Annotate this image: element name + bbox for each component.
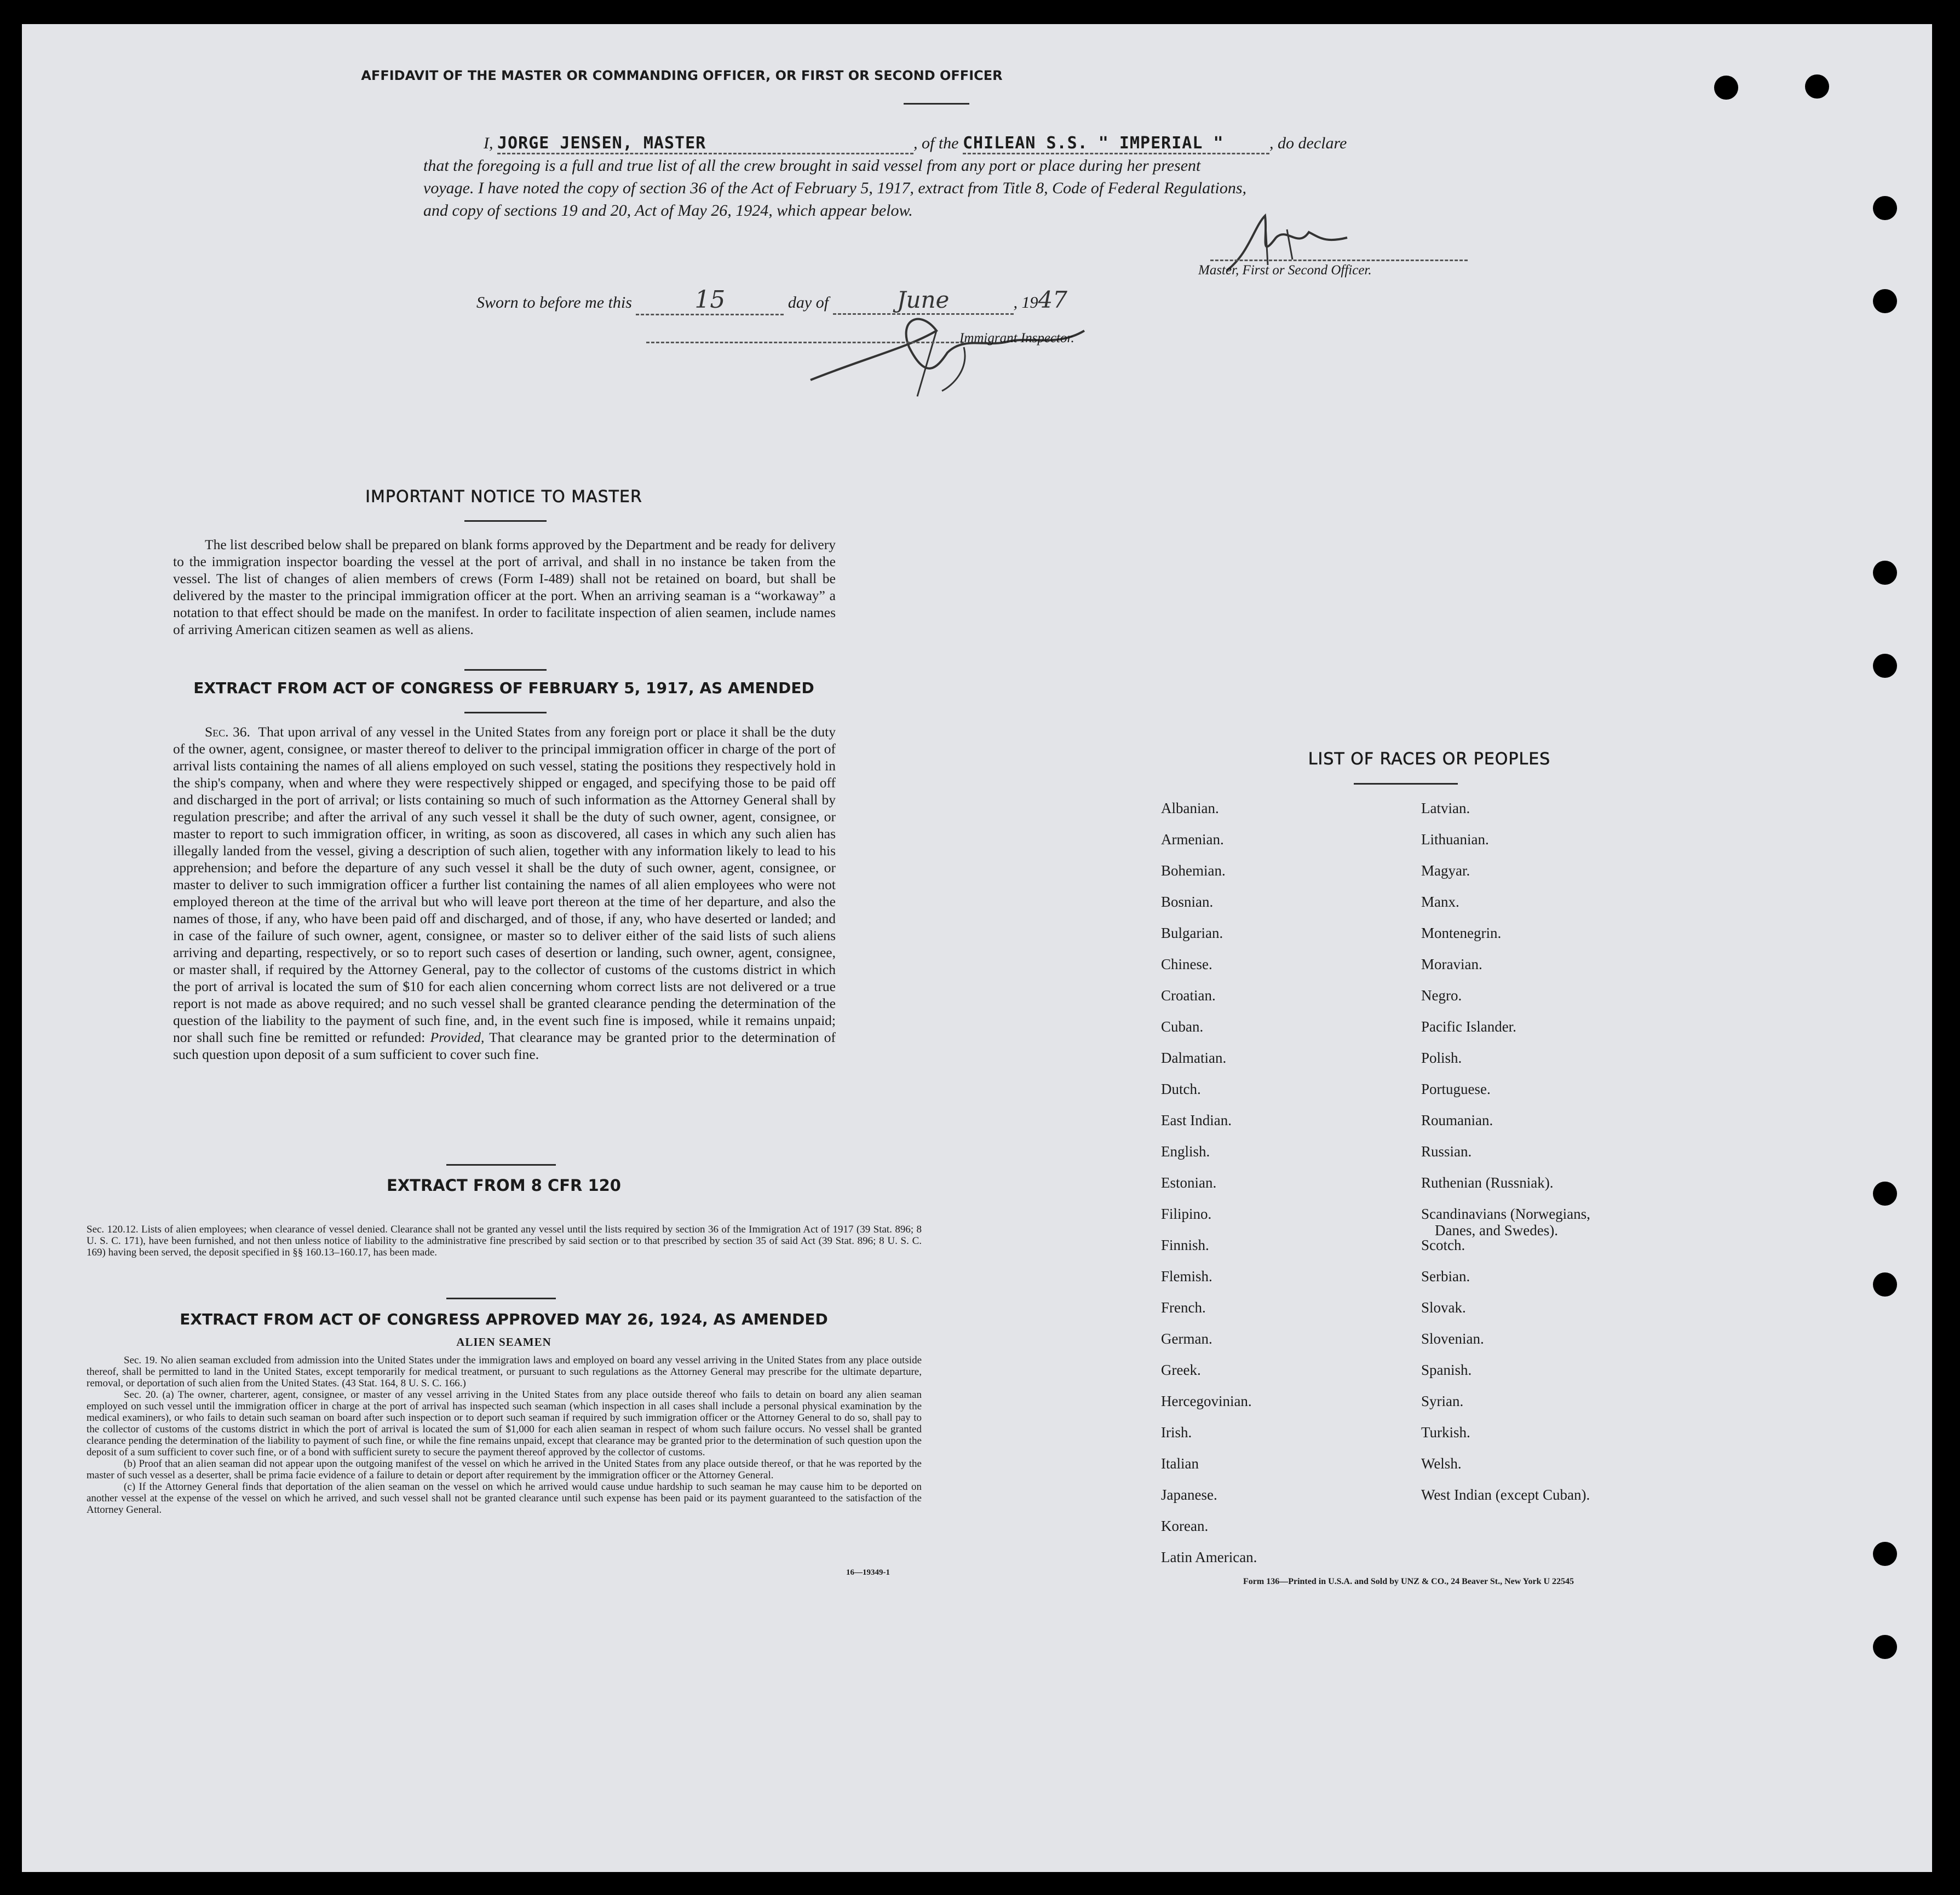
race-item: Filipino. — [1161, 1206, 1212, 1222]
race-item: Latin American. — [1161, 1549, 1257, 1565]
race-item: Pacific Islander. — [1421, 1018, 1516, 1035]
race-item: Negro. — [1421, 987, 1462, 1004]
race-item: Welsh. — [1421, 1455, 1462, 1472]
binder-hole — [1873, 1182, 1897, 1206]
races-rule — [1354, 783, 1458, 785]
declaration-line — [484, 134, 1347, 154]
binder-hole — [1873, 561, 1897, 585]
race-item: Serbian. — [1421, 1268, 1470, 1285]
declaration-of-the: , of the — [913, 134, 959, 152]
form-imprint: Form 136—Printed in U.S.A. and Sold by UNZ & CO., 24 Beaver St., New York U 22545 — [1243, 1577, 1574, 1586]
vessel-field: CHILEAN S.S. " IMPERIAL " — [963, 134, 1269, 154]
race-item: Slovenian. — [1421, 1330, 1484, 1347]
race-item: East Indian. — [1161, 1112, 1232, 1128]
race-item: Montenegrin. — [1421, 925, 1502, 941]
race-item: Bulgarian. — [1161, 925, 1223, 941]
declaration-line-3: voyage. I have noted the copy of section 36 of the Act of February 5, 1917, extract from Title 8, Code of Federal Regulations, — [423, 179, 1247, 197]
race-item: Bohemian. — [1161, 862, 1226, 879]
race-item: Italian — [1161, 1455, 1199, 1472]
race-item: French. — [1161, 1299, 1206, 1316]
section-36-body-end: That clearance may be granted prior to the determination of such question upon deposit of a sum sufficient to cover such fine. — [173, 1029, 836, 1062]
race-item: Flemish. — [1161, 1268, 1212, 1285]
race-item: Slovak. — [1421, 1299, 1466, 1316]
race-item: Magyar. — [1421, 862, 1470, 879]
section-20b-text: (b) Proof that an alien seaman did not appear upon the outgoing manifest of the vessel on which he arrived in the United States from any place outside thereof, or that he was reported by the master of such vessel as a deserter, shall be prima facie evidence of a failure to detain or deport after requirement by the immigration officer or the Attorney General. — [87, 1458, 922, 1481]
cfr-end-rule — [446, 1298, 556, 1299]
sworn-month-field: June — [833, 286, 1014, 315]
race-item: Moravian. — [1421, 956, 1482, 972]
race-item: Dutch. — [1161, 1081, 1201, 1097]
inspector-signature-line — [646, 342, 964, 343]
race-item: German. — [1161, 1330, 1212, 1347]
declaration-line-2: that the foregoing is a full and true list of all the crew brought in said vessel from any port or place during her present — [423, 157, 1201, 175]
binder-hole — [1873, 1542, 1897, 1566]
races-title: LIST OF RACES OR PEOPLES — [1308, 750, 1551, 769]
declaration-i: I, — [484, 134, 493, 152]
inspector-caption: Immigrant Inspector. — [959, 331, 1074, 345]
race-item: English. — [1161, 1143, 1210, 1160]
master-name-field: JORGE JENSEN, MASTER — [497, 134, 913, 154]
extract-cfr-title: EXTRACT FROM 8 CFR 120 — [387, 1176, 621, 1195]
race-item: Albanian. — [1161, 800, 1219, 816]
section-36-body: That upon arrival of any vessel in the United States from any foreign port or place it shall be the duty of the owner, agent, consignee, or master thereof to deliver to the principal immigration officer in charge of the port of arrival lists containing the names of all aliens employed on such vessel, stating the positions they respectively hold in the ship's company, when and where they were respectively shipped or engaged, and specifying those to be paid off and discharged in the port of arrival; or lists containing so much of such information as the Attorney General shall by regulation prescribe; and after the arrival of any such vessel it shall be the duty of such owner, agent, consignee, or master to report to such immigration officer, in writing, as soon as discovered, all cases in which any such alien has illegally landed from the vessel, giving a description of such alien, together with any information likely to lead to his apprehension; and before the departure of any such vessel it shall be the duty of such owner, agent, consignee, or master to deliver to such immigration officer a further list containing the names of all alien employees who were not employed thereon at the time of the arrival but who will leave port thereon at the time of her departure, and also the names of those, if any, who have been paid off and discharged, and of those, if any, who have deserted or landed; and in case of the failure of such owner, agent, consignee, or master so to deliver either of the said lists of such aliens arriving and departing, respectively, or so to report such cases of desertion or landing, such owner, agent, consignee, or master shall, if required by the Attorney General, pay to the collector of customs of the customs district in which the port of arrival is located the sum of $10 for each alien concerning whom correct lists are not delivered or a true report is not made as above required; and no such vessel shall be granted clearance pending the determination of the question of the liability to the payment of such fine, and, in the event such fine is imposed, while it remains unpaid; nor shall such fine be remitted or refunded: — [173, 724, 836, 1045]
sworn-label: Sworn to before me this — [476, 293, 632, 312]
binder-hole — [1873, 1272, 1897, 1297]
section-36-provided: Provided, — [430, 1029, 485, 1045]
race-item: Latvian. — [1421, 800, 1470, 816]
race-item: Hercegovinian. — [1161, 1393, 1252, 1409]
race-item: Irish. — [1161, 1424, 1192, 1441]
binder-hole — [1873, 289, 1897, 313]
notice-body: The list described below shall be prepared on blank forms approved by the Department and be ready for delivery to the immigration inspector boarding the vessel at the port of arrival, and shall in no instance be taken from the vessel. The list of changes of alien members of crews (Form I-489) shall not be retained on board, but shall be delivered by the master to the principal immigration officer at the port. When an arriving seaman is a “workaway” a notation to that effect should be made on the manifest. In order to facilitate inspection of alien seamen, include names of arriving American citizen seamen as well as aliens. — [173, 537, 836, 637]
race-item: Russian. — [1421, 1143, 1472, 1160]
race-item: Armenian. — [1161, 831, 1224, 848]
race-item: Spanish. — [1421, 1362, 1472, 1378]
race-item: Croatian. — [1161, 987, 1216, 1004]
declaration-do-declare: , do declare — [1269, 134, 1347, 152]
section-36-label: Sec. 36. — [205, 724, 250, 740]
race-item: Chinese. — [1161, 956, 1212, 972]
master-signature-line — [1210, 260, 1468, 261]
section-20c-text: (c) If the Attorney General finds that deportation of the alien seaman on the vessel on which he arrived would cause undue hardship to such seaman he may cause him to be deported on another vessel at the expense of the vessel on which he arrived, and such vessel shall not be granted clearance until such expense has been paid or its payment guaranteed to the satisfaction of the Attorney General. — [87, 1481, 922, 1516]
form-code: 16—19349-1 — [846, 1568, 890, 1577]
race-item: Bosnian. — [1161, 894, 1214, 910]
document-page — [22, 24, 1932, 1872]
binder-hole — [1714, 76, 1738, 100]
race-item: Syrian. — [1421, 1393, 1464, 1409]
race-item: Portuguese. — [1421, 1081, 1491, 1097]
affidavit-title: AFFIDAVIT OF THE MASTER OR COMMANDING OFFICER, OR FIRST OR SECOND OFFICER — [361, 68, 1003, 83]
binder-hole — [1873, 1635, 1897, 1659]
race-item: West Indian (except Cuban). — [1421, 1487, 1590, 1503]
day-of-label: day of — [788, 293, 829, 312]
section-36-end-rule — [446, 1164, 556, 1166]
race-item: Estonian. — [1161, 1174, 1217, 1191]
race-item: Finnish. — [1161, 1237, 1209, 1253]
race-item: Cuban. — [1161, 1018, 1204, 1035]
binder-hole — [1873, 654, 1897, 678]
title-rule — [904, 103, 969, 105]
race-item: Scandinavians (Norwegians, — [1421, 1206, 1590, 1222]
sworn-day-field: 15 — [636, 286, 784, 315]
section-19-text: Sec. 19. No alien seaman excluded from admission into the United States under the immigration laws and employed on board any vessel arriving in the United States from any place outside thereof, shall be permitted to land in the United States, except temporarily for medical treatment, or pursuant to such regulations as the Attorney General may prescribe for the ultimate departure, removal, or deportation of such alien from the United States. (43 Stat. 164, 8 U. S. C. 166.) — [87, 1355, 922, 1389]
inspector-signature — [800, 298, 1106, 402]
race-item: Ruthenian (Russniak). — [1421, 1174, 1554, 1191]
notice-title: IMPORTANT NOTICE TO MASTER — [365, 487, 642, 506]
year-prefix: , 19 — [1013, 293, 1038, 312]
race-item: Polish. — [1421, 1050, 1462, 1066]
race-item: Danes, and Swedes). — [1435, 1222, 1558, 1239]
race-item: Manx. — [1421, 894, 1459, 910]
cfr-body: Sec. 120.12. Lists of alien employees; when clearance of vessel denied. Clearance shall not be granted any vessel until the lists required by section 36 of the Immigration Act of 1917 (39 Stat. 896; 8 U. S. C. 171), have been furnished, and not then unless notice of liability to the administrative fine prescribed by said section or to that prescribed by section 35 of said Act (39 Stat. 896; 8 U. S. C. 169) having been served, the deposit specified in §§ 160.13–160.17, has been made. — [87, 1224, 922, 1258]
declaration-line-4: and copy of sections 19 and 20, Act of May 26, 1924, which appear below. — [423, 201, 913, 220]
extract-1924-body — [87, 1355, 922, 1516]
notice-rule — [464, 520, 547, 522]
race-item: Turkish. — [1421, 1424, 1470, 1441]
race-item: Japanese. — [1161, 1487, 1217, 1503]
notice-end-rule — [464, 669, 547, 671]
binder-hole — [1873, 196, 1897, 220]
race-item: Greek. — [1161, 1362, 1201, 1378]
race-item: Roumanian. — [1421, 1112, 1493, 1128]
extract-1917-title: EXTRACT FROM ACT OF CONGRESS OF FEBRUARY 5, 1917, AS AMENDED — [193, 679, 814, 697]
extract-1924-subtitle: ALIEN SEAMEN — [456, 1335, 551, 1349]
binder-hole — [1805, 74, 1829, 99]
section-36-text — [173, 723, 836, 1063]
master-caption: Master, First or Second Officer. — [1198, 263, 1372, 278]
race-item: Korean. — [1161, 1518, 1209, 1534]
section-20a-text: Sec. 20. (a) The owner, charterer, agent, consignee, or master of any vessel arriving in the United States from any place outside thereof who fails to detain on board any alien seaman employed on such vessel until the immigration officer in charge at the port of arrival has inspected such seaman (which inspection in all cases shall include a personal physical examination by the medical examiners), or who fails to detain such seaman on board after such inspection or to deport such seaman if required by such immigration officer or the Attorney General to do so, shall pay to the collector of customs of the customs district in which the port of arrival is located the sum of $1,000 for each alien seaman in respect of whom such failure occurs. No vessel shall be granted clearance pending the determination of the liability to payment of such fine, or while the fine remains unpaid, except that clearance may be granted prior to the determination of such question upon the deposit of a sum sufficient to cover such fine, or of a bond with sufficient surety to secure the payment thereof approved by the collector of customs. — [87, 1389, 922, 1458]
race-item: Dalmatian. — [1161, 1050, 1227, 1066]
year-field: 47 — [1038, 286, 1067, 313]
extract-1924-title: EXTRACT FROM ACT OF CONGRESS APPROVED MAY 26, 1924, AS AMENDED — [180, 1310, 828, 1328]
extract-1917-rule — [464, 712, 547, 713]
race-item: Lithuanian. — [1421, 831, 1489, 848]
race-item: Scotch. — [1421, 1237, 1465, 1253]
